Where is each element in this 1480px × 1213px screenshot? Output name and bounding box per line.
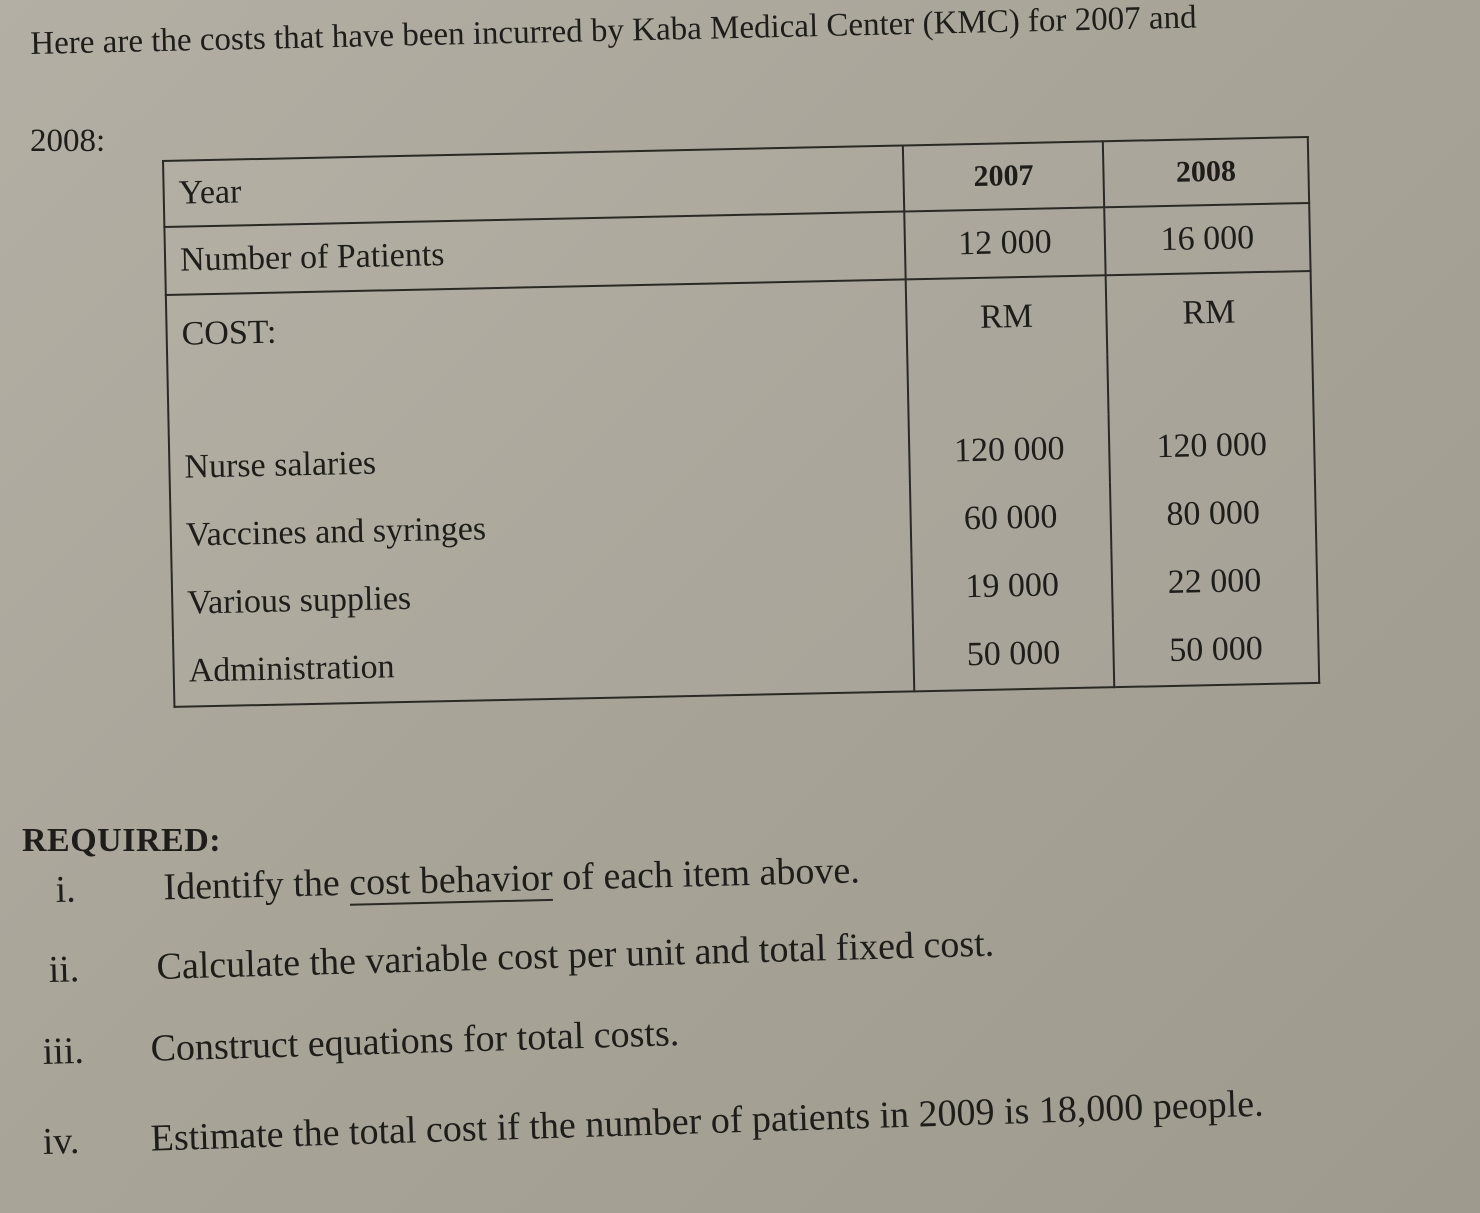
- patients-2008: 16 000: [1104, 203, 1310, 275]
- row-value-2008: 80 000: [1110, 478, 1316, 550]
- question-text: Estimate the total cost if the number of patients in 2009 is 18,000 people.: [149, 1082, 1265, 1160]
- question-text: Construct equations for total costs.: [149, 1012, 680, 1070]
- required-heading: REQUIRED:: [22, 822, 222, 859]
- question-text-part: of each item above.: [552, 849, 861, 899]
- row-label-supplies: Various supplies: [172, 554, 913, 637]
- year-2007-header: 2007: [903, 141, 1104, 211]
- row-value-2008: 120 000: [1109, 410, 1315, 482]
- question-text-part: Identify the: [162, 861, 350, 909]
- cost-table: [162, 136, 1320, 708]
- question-iii: [42, 1011, 680, 1074]
- question-number: i.: [55, 868, 77, 911]
- cost-label: COST:: [166, 279, 907, 373]
- currency-2008: RM: [1106, 271, 1313, 354]
- patients-label: Number of Patients: [164, 211, 905, 294]
- question-number: iv.: [42, 1119, 80, 1163]
- question-number: iii.: [42, 1029, 85, 1073]
- question-number: ii.: [48, 948, 80, 991]
- row-value-2007: 120 000: [909, 414, 1110, 486]
- row-value-2008: 22 000: [1111, 546, 1317, 618]
- patients-2007: 12 000: [904, 207, 1105, 279]
- year-2008-header: 2008: [1103, 137, 1309, 207]
- row-value-2007: 50 000: [913, 618, 1114, 691]
- intro-text: Here are the costs that have been incurred by Kaba Medical Center (KMC) for 2007 and: [29, 0, 1197, 62]
- year-label: Year: [163, 145, 904, 226]
- question-ii: [48, 922, 995, 992]
- row-value-2008: 50 000: [1113, 614, 1319, 687]
- row-label-nurse-salaries: Nurse salaries: [169, 418, 910, 501]
- row-label-vaccines: Vaccines and syringes: [170, 486, 911, 569]
- row-label-administration: Administration: [173, 622, 914, 706]
- question-text: Calculate the variable cost per unit and total fixed cost.: [155, 922, 995, 988]
- intro-text-continued: 2008:: [30, 123, 106, 159]
- currency-2007: RM: [906, 275, 1108, 358]
- row-value-2007: 60 000: [910, 482, 1111, 554]
- cost-behavior-underlined: cost behavior: [348, 856, 554, 904]
- cost-table-wrapper: [162, 136, 1320, 708]
- row-value-2007: 19 000: [911, 550, 1112, 622]
- question-iv: [42, 1082, 1264, 1164]
